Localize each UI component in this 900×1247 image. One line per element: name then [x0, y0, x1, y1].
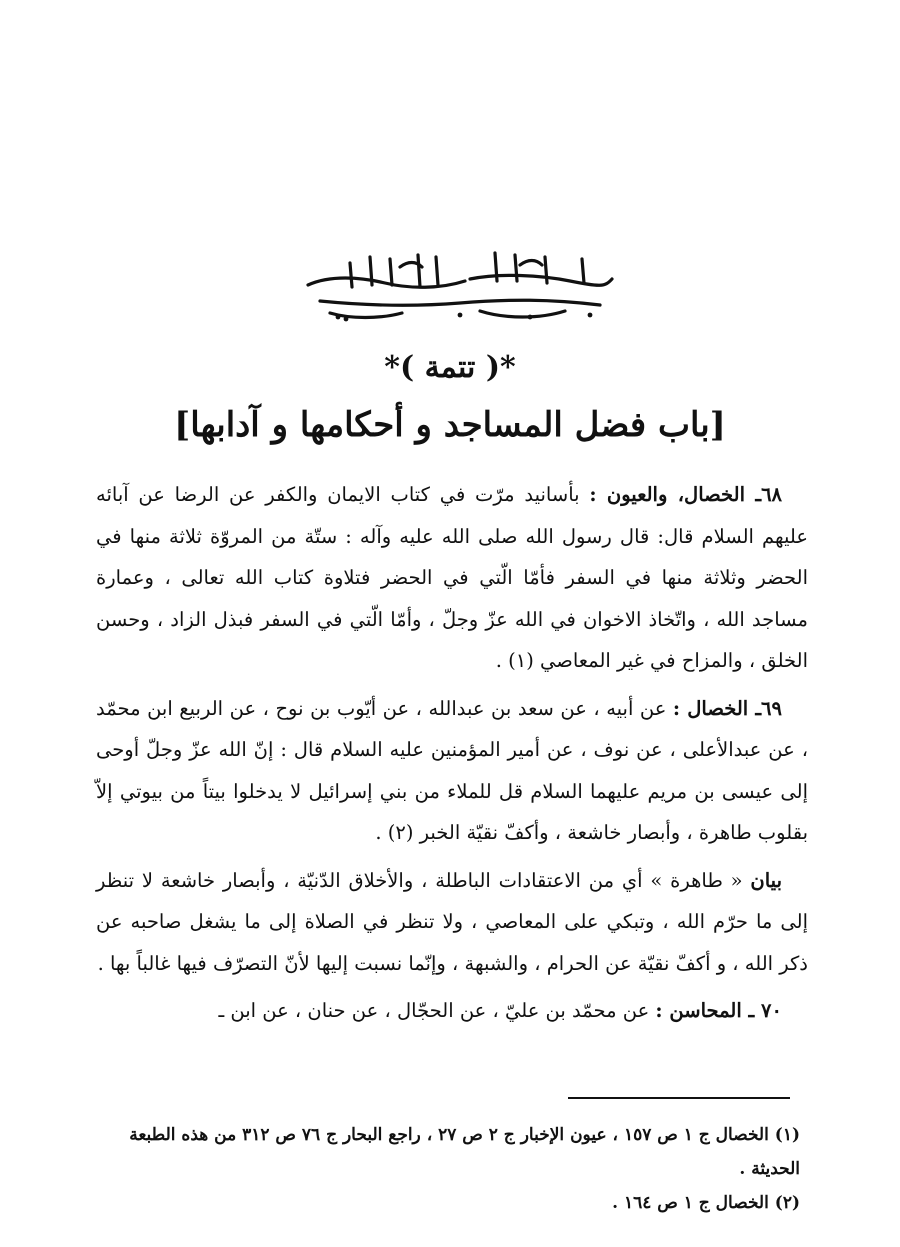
continuation-heading: *( تتمة )*	[384, 350, 516, 385]
hadith-70-text: عن محمّد بن عليّ ، عن الحجّال ، عن حنان ، عن ابن ـ	[218, 999, 656, 1022]
footnote-1: (١) الخصال ج ١ ص ١٥٧ ، عيون الإخبار ج ٢ ص ٢٧ ، راجع البحار ج ٧٦ ص ٣١٢ من هذه الطبعة الحديثة .	[129, 1125, 800, 1179]
basmala-calligraphy-image	[290, 245, 620, 325]
hadith-70	[96, 990, 808, 1032]
basmala-calligraphy	[290, 245, 620, 325]
explanation	[96, 860, 808, 985]
hadith-69	[96, 688, 808, 854]
hadith-68-source: ٦٨ـ الخصال، والعيون :	[589, 483, 783, 506]
hadith-70-source: ٧٠ ـ المحاسن :	[655, 999, 782, 1022]
explanation-label: بيان	[750, 868, 782, 892]
hadith-69-text: عن أبيه ، عن سعد بن عبدالله ، عن أيّوب بن نوح ، عن الربيع ابن محمّد ، عن عبدالأعلى ، عن نوف ، عن أمير المؤمنين عليه السلام قال : إنّ الله عزّ وجلّ أوحى إلى عيسى بن مريم عليهما السلام قل للملاء من بني إسرائيل لا يدخلوا بيتاً من بيوتي إلاّ بقلوب طاهرة ، وأبصار خاشعة ، وأكفّ نقيّة الخبر (٢) .	[96, 696, 808, 844]
footnote-2: (٢) الخصال ج ١ ص ١٦٤ .	[612, 1193, 800, 1213]
explanation-text: « طاهرة » أي من الاعتقادات الباطلة ، والأخلاق الدّنيّة ، وأبصار خاشعة لا تنظر إلى ما حرّم الله ، وتبكي على المعاصي ، ولا تنظر في الصلاة إلى ما يشغل صاحبه عن ذكر الله ، و أكفّ نقيّة عن الحرام ، والشبهة ، وإنّما نسبت إليها لأنّ التصرّف فيها غالباً بها .	[96, 868, 809, 975]
main-text	[96, 474, 808, 1038]
footnotes	[110, 1118, 800, 1220]
footnote-divider	[568, 1097, 790, 1099]
hadith-68	[96, 474, 808, 682]
chapter-title: [باب فضل المساجد و أحكامها و آدابها]	[174, 405, 726, 445]
hadith-68-text: بأسانيد مرّت في كتاب الايمان والكفر عن الرضا عن آبائه عليهم السلام قال: قال رسول الله صلى الله عليه وآله : ستّة من المروّة ثلاثة منها في الحضر وثلاثة منها في السفر فأمّا الّتي في الحضر فتلاوة كتاب الله تعالى ، وعمارة مساجد الله ، واتّخاذ الاخوان في الله عزّ وجلّ ، وأمّا الّتي في السفر فبذل الزاد ، وحسن الخلق ، والمزاح في غير المعاصي (١) .	[96, 483, 808, 672]
hadith-69-source: ٦٩ـ الخصال :	[672, 696, 782, 720]
